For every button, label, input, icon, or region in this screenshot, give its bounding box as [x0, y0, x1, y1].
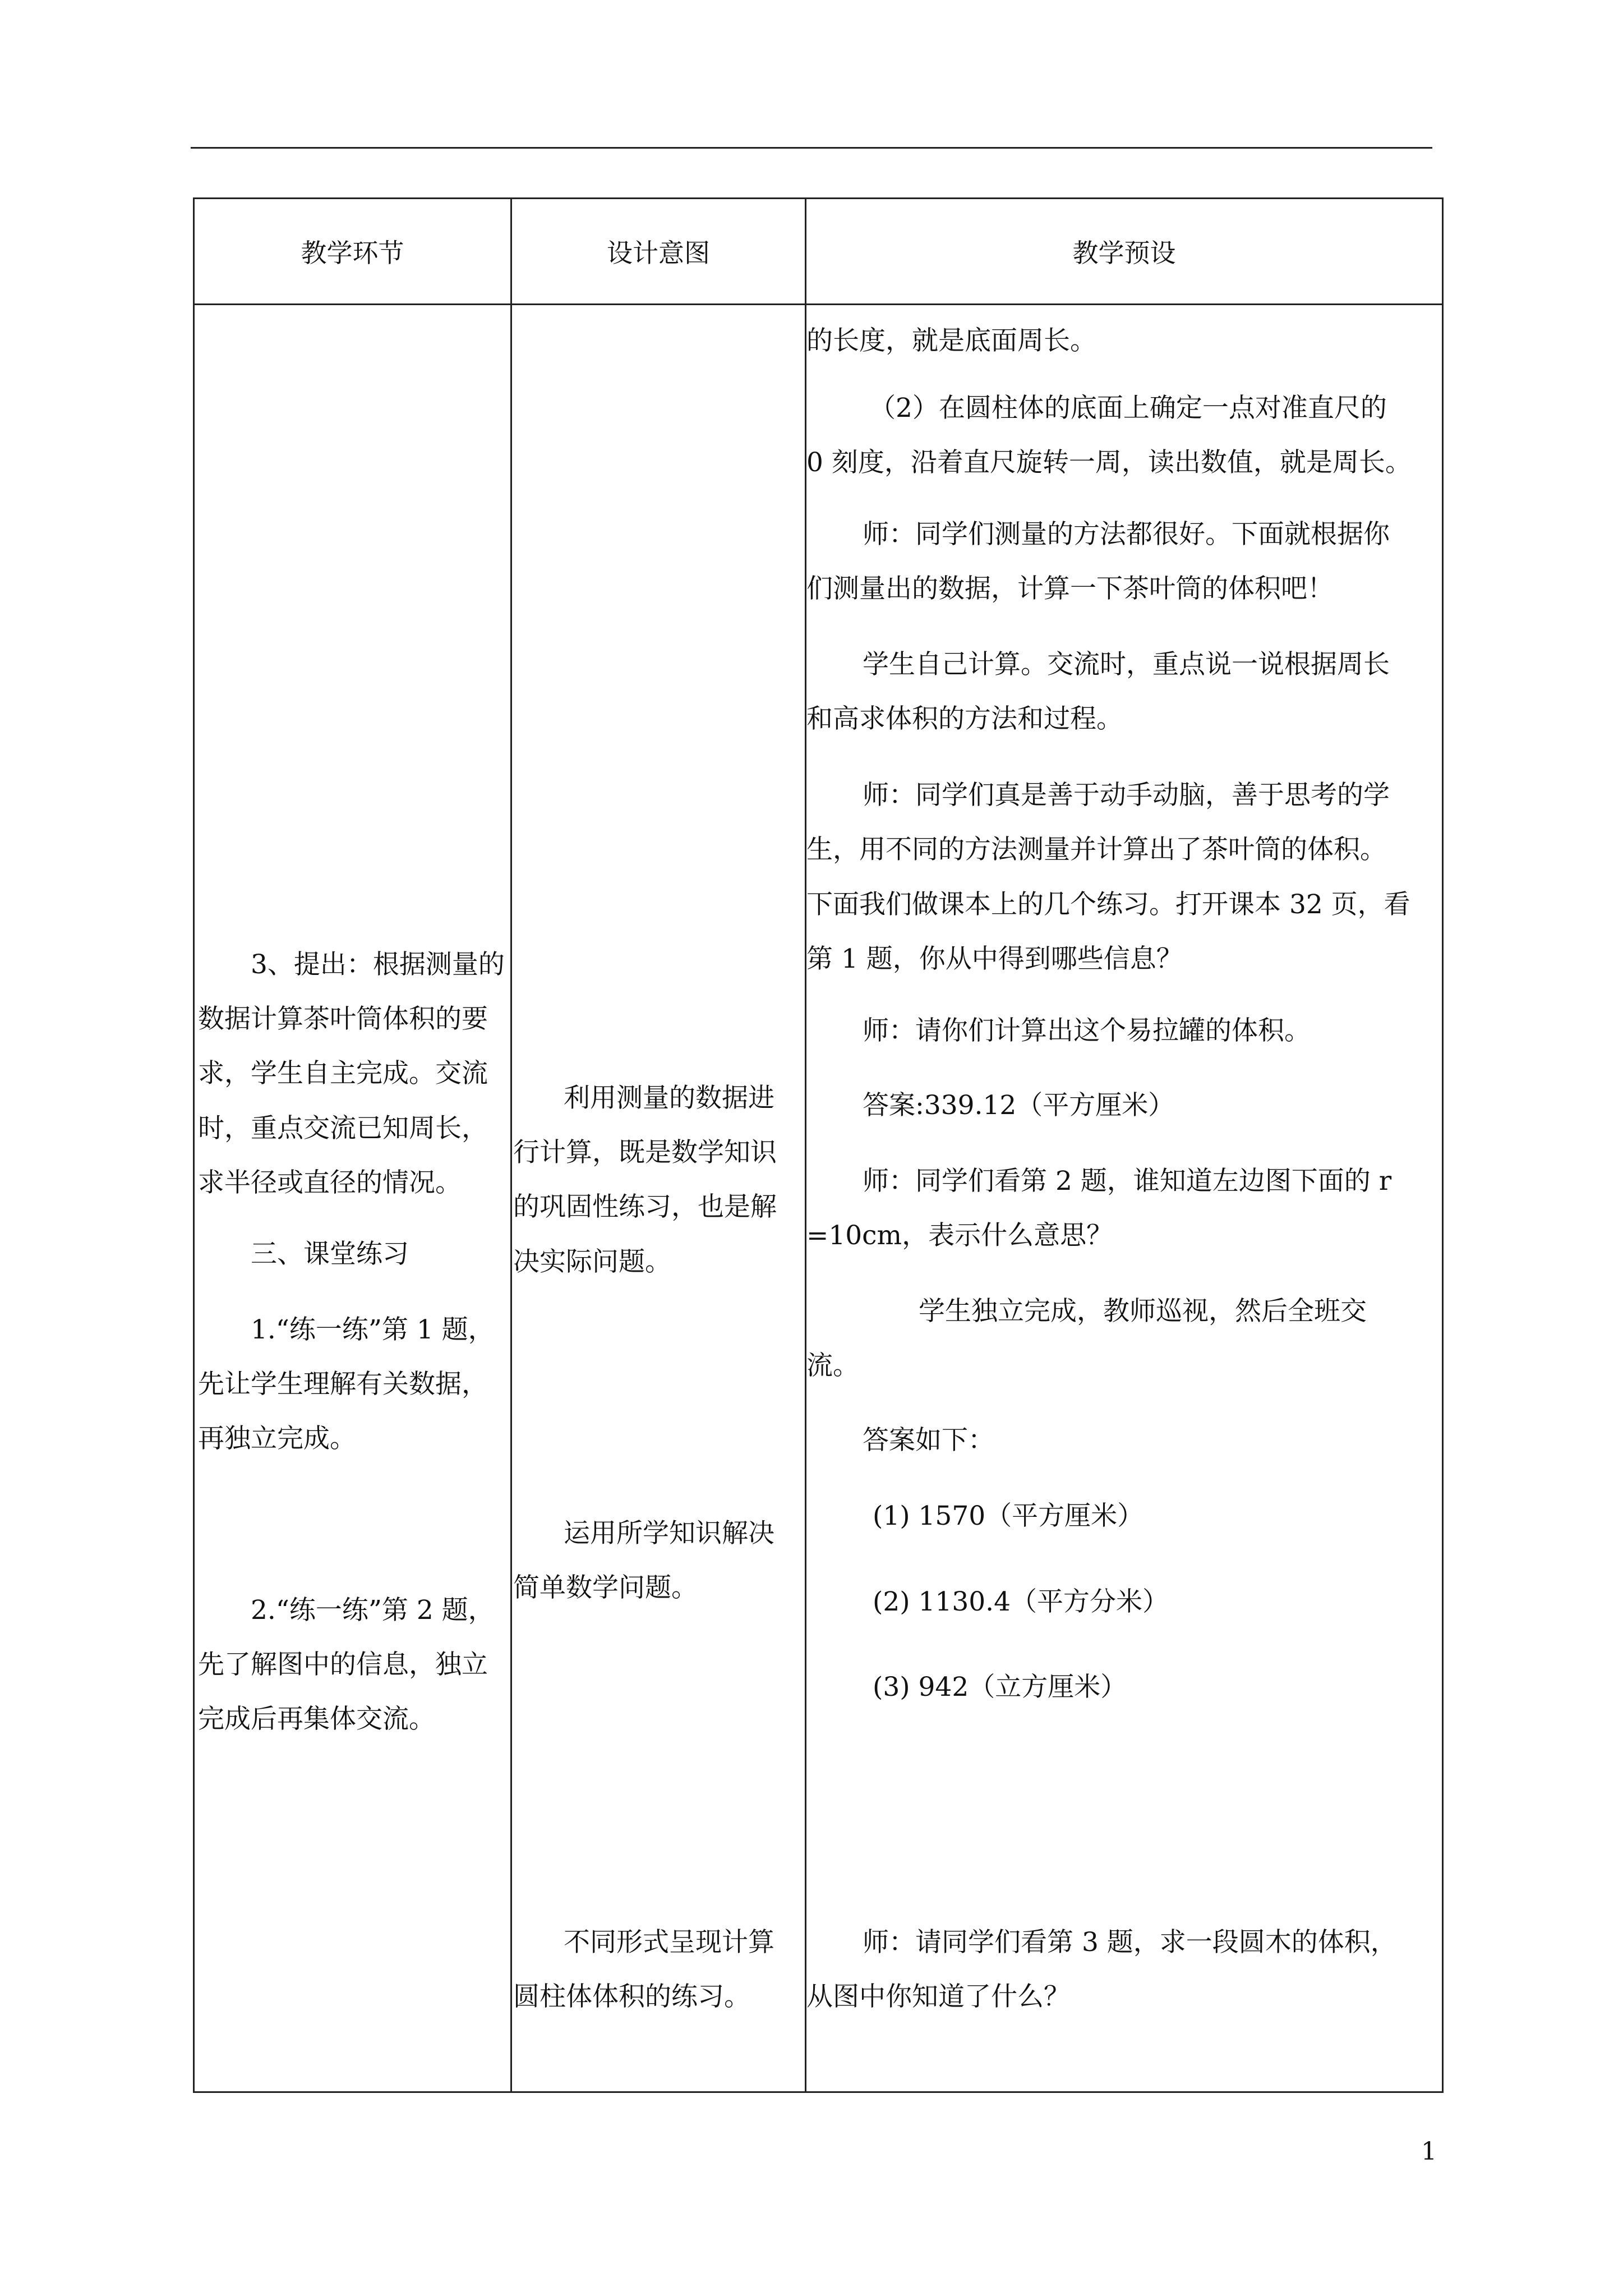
intent-line: 的巩固性练习，也是解: [513, 1191, 777, 1222]
plan-line: 从图中你知道了什么？: [806, 1981, 1070, 2012]
plan-answer: (1) 1570（平方厘米）: [873, 1501, 1144, 1531]
teaching-stage-cell: [194, 305, 511, 2092]
plan-line: 生，用不同的方法测量并计算出了茶叶筒的体积。: [806, 834, 1386, 865]
plan-answer: (3) 942（立方厘米）: [873, 1672, 1127, 1703]
page-number: 1: [1421, 2137, 1437, 2166]
plan-line: 师：请同学们看第 3 题，求一段圆木的体积，: [863, 1927, 1397, 1958]
intent-line: 决实际问题。: [513, 1246, 671, 1277]
header-rule: [191, 147, 1432, 149]
plan-line: 们测量出的数据，计算一下茶叶筒的体积吧！: [806, 573, 1334, 604]
plan-line: 学生独立完成，教师巡视，然后全班交: [919, 1296, 1367, 1327]
plan-line: 师：同学们看第 2 题，谁知道左边图下面的 r: [863, 1166, 1392, 1197]
stage-line: 求，学生自主完成。交流: [198, 1058, 488, 1089]
stage-line: 先了解图中的信息，独立: [198, 1649, 488, 1680]
plan-line: 师：同学们真是善于动手动脑，善于思考的学: [863, 780, 1390, 811]
design-intent-cell: [511, 305, 806, 2092]
plan-line: 的长度，就是底面周长。: [806, 325, 1096, 356]
intent-line: 行计算，既是数学知识: [513, 1137, 777, 1168]
intent-line: 简单数学问题。: [513, 1572, 698, 1603]
intent-line: 运用所学知识解决: [564, 1518, 774, 1549]
header-teaching-plan: 教学预设: [806, 199, 1443, 305]
stage-line: 先让学生理解有关数据，: [198, 1369, 488, 1400]
stage-line: 时，重点交流已知周长，: [198, 1113, 488, 1144]
stage-line: 2.“练一练”第 2 题，: [251, 1595, 495, 1626]
lesson-plan-table: [193, 197, 1444, 2093]
plan-line: 和高求体积的方法和过程。: [806, 703, 1123, 734]
plan-line: =10cm，表示什么意思？: [806, 1220, 1113, 1251]
intent-line: 利用测量的数据进: [564, 1083, 774, 1114]
plan-line: 0 刻度，沿着直尺旋转一周，读出数值，就是周长。: [806, 447, 1412, 478]
teaching-plan-cell: [806, 305, 1443, 2092]
stage-line: 再独立完成。: [198, 1423, 356, 1454]
plan-line: 师：同学们测量的方法都很好。下面就根据你: [863, 519, 1390, 550]
plan-line: 答案如下：: [863, 1425, 994, 1456]
plan-line: 学生自己计算。交流时，重点说一说根据周长: [863, 649, 1390, 680]
stage-heading: 三、课堂练习: [251, 1239, 409, 1269]
plan-line: 答案:339.12（平方厘米）: [863, 1090, 1175, 1121]
intent-line: 圆柱体体积的练习。: [513, 1981, 750, 2012]
stage-line: 1.“练一练”第 1 题，: [251, 1314, 495, 1345]
table-header-row: [194, 199, 1443, 305]
plan-line: （2）在圆柱体的底面上确定一点对准直尺的: [869, 393, 1387, 424]
header-teaching-stage: 教学环节: [194, 199, 511, 305]
stage-line: 求半径或直径的情况。: [198, 1167, 462, 1198]
stage-line: 3、提出：根据测量的: [251, 949, 505, 980]
table-row: [194, 305, 1443, 2092]
stage-line: 完成后再集体交流。: [198, 1704, 435, 1734]
plan-line: 第 1 题，你从中得到哪些信息？: [806, 944, 1183, 974]
plan-answer: (2) 1130.4（平方分米）: [873, 1586, 1169, 1617]
intent-line: 不同形式呈现计算: [564, 1927, 774, 1958]
plan-line: 流。: [806, 1350, 859, 1381]
stage-line: 数据计算茶叶筒体积的要: [198, 1004, 488, 1034]
plan-line: 下面我们做课本上的几个练习。打开课本 32 页，看: [806, 889, 1410, 920]
header-design-intent: 设计意图: [511, 199, 806, 305]
plan-line: 师：请你们计算出这个易拉罐的体积。: [863, 1015, 1311, 1046]
